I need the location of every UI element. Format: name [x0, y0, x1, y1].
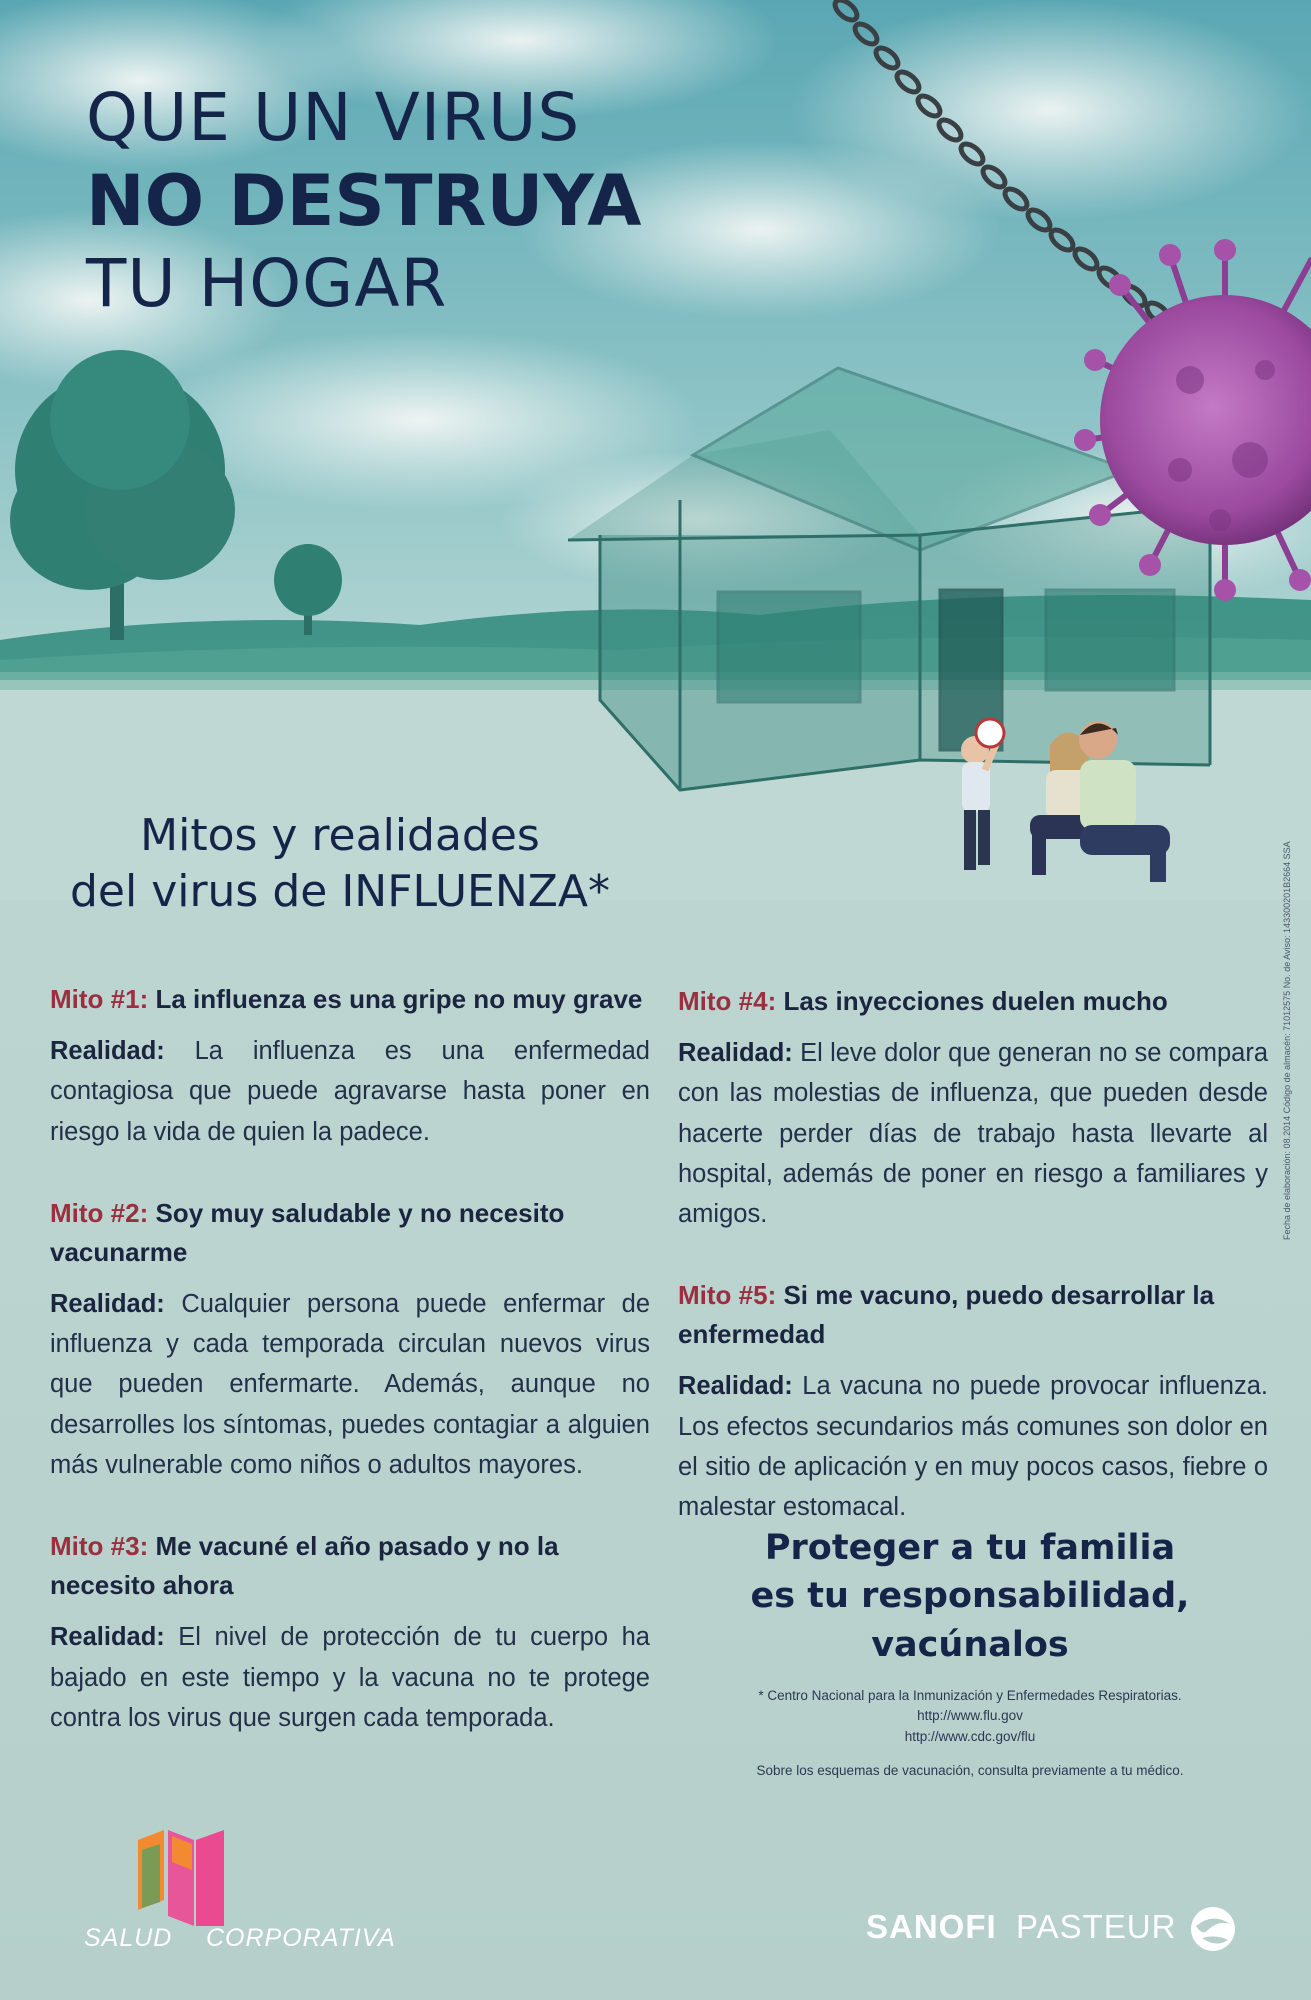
salud-word: SALUD	[84, 1924, 173, 1952]
salud-corporativa-logo	[78, 1830, 418, 1960]
myth-title: Las inyecciones duelen mucho	[783, 986, 1168, 1016]
salud-logo-mark	[138, 1830, 238, 1930]
reality-label: Realidad:	[678, 1372, 793, 1401]
headline-line-3: TU HOGAR	[86, 244, 448, 322]
myth-title: La influenza es una gripe no muy grave	[155, 984, 643, 1014]
myth-number: Mito #1:	[50, 984, 149, 1014]
reality-label: Realidad:	[50, 1623, 165, 1652]
myth-1	[50, 980, 650, 1152]
headline	[86, 78, 641, 324]
sanofi-pasteur-logo	[866, 1902, 1246, 1962]
reality-text: La influenza es una enfermedad contagiosa que puede agravarse hasta poner en riesgo la vida de quien la padece.	[50, 1037, 650, 1146]
reference-url-cdc[interactable]: http://www.cdc.gov/flu	[904, 1728, 1036, 1744]
reality-text: El leve dolor que generan no se compara con las molestias de influenza, que pueden desde hacerte perder días de trabajo hasta llevarte al hospital, además de poner en riesgo a familiares y amigos.	[678, 1039, 1268, 1229]
corporativa-word: CORPORATIVA	[206, 1924, 396, 1952]
myths-left-column	[50, 980, 650, 1780]
myth-title: Si me vacuno, puedo desarrollar la enfermedad	[678, 1280, 1215, 1350]
slogan	[700, 1524, 1240, 1669]
myth-number: Mito #3:	[50, 1531, 149, 1562]
myth-reality	[50, 1031, 650, 1152]
reality-text: El nivel de protección de tu cuerpo ha bajado en este tiempo y la vacuna no te protege contra los virus que surgen cada temporada.	[50, 1623, 650, 1732]
myth-heading	[50, 1527, 650, 1605]
reality-text: La vacuna no puede provocar influenza. Los efectos secundarios más comunes son dolor en el sitio de aplicación y en muy pocos casos, fiebre o malestar estomacal.	[678, 1372, 1268, 1522]
myth-number: Mito #4:	[678, 986, 777, 1016]
consult-doctor-note: Sobre los esquemas de vacunación, consulta previamente a tu médico.	[756, 1762, 1184, 1778]
subtitle	[40, 808, 640, 921]
reality-label: Realidad:	[678, 1039, 793, 1067]
subtitle-line-2: del virus de INFLUENZA*	[69, 866, 611, 918]
reality-text: Cualquier persona puede enfermar de influenza y cada temporada circulan nuevos virus que pueden enfermarte. Además, aunque no desarrolles los síntomas, puedes contagiar a alguien más vulnerable como niños o adultos mayores.	[50, 1289, 650, 1479]
sanofi-swirl-icon	[1188, 1904, 1238, 1954]
myth-number: Mito #5:	[678, 1280, 777, 1311]
myth-2	[50, 1194, 650, 1485]
myth-title: Soy muy saludable y no necesito vacunarme	[50, 1197, 565, 1267]
myth-heading	[50, 980, 650, 1019]
subtitle-line-1: Mitos y realidades	[140, 810, 540, 861]
headline-line-2: NO DESTRUYA	[86, 159, 642, 242]
side-code	[1282, 800, 1296, 1240]
sanofi-word: SANOFI	[866, 1908, 997, 1945]
myth-number: Mito #2:	[50, 1197, 149, 1228]
myth-heading	[678, 982, 1268, 1021]
myth-5	[678, 1276, 1268, 1527]
reality-label: Realidad:	[50, 1289, 165, 1318]
slogan-line-3: vacúnalos	[871, 1624, 1069, 1665]
references	[720, 1686, 1220, 1781]
myth-heading	[678, 1276, 1268, 1354]
reference-url-flu-gov[interactable]: http://www.flu.gov	[917, 1708, 1023, 1724]
headline-line-1: QUE UN VIRUS	[86, 79, 581, 156]
myth-heading	[50, 1194, 650, 1272]
slogan-line-2: es tu responsabilidad,	[750, 1576, 1190, 1617]
myth-reality	[50, 1284, 650, 1485]
pasteur-word: PASTEUR	[1016, 1908, 1177, 1945]
myth-3	[50, 1527, 650, 1738]
myth-reality	[678, 1366, 1268, 1527]
myth-title: Me vacuné el año pasado y no la necesito ahora	[50, 1531, 559, 1601]
side-code-text: Fecha de elaboración: 08.2014 Código de almacén: 71012575 No. de Aviso: 143300201B2664 SSA	[1282, 841, 1292, 1240]
myths-right-column	[678, 982, 1268, 1570]
myth-4	[678, 982, 1268, 1234]
myth-reality	[678, 1033, 1268, 1234]
reference-source: * Centro Nacional para la Inmunización y Enfermedades Respiratorias.	[758, 1688, 1182, 1703]
reality-label: Realidad:	[50, 1037, 165, 1065]
myth-reality	[50, 1617, 650, 1738]
slogan-line-1: Proteger a tu familia	[764, 1528, 1176, 1568]
